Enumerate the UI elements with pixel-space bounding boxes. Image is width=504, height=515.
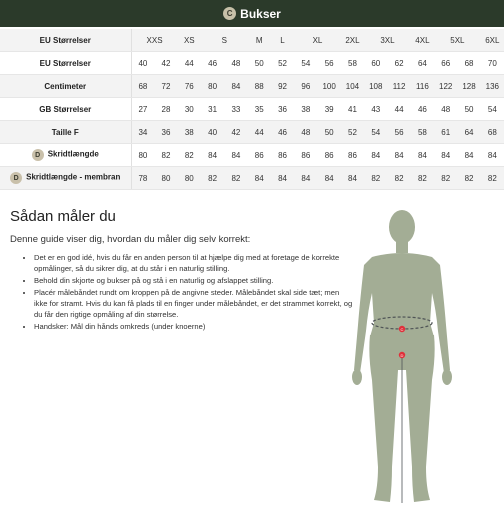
- size-value-cell: 84: [364, 144, 387, 167]
- size-value-cell: 84: [341, 167, 364, 190]
- guide-item: • Det er en god idé, hvis du får en anden person til at hjælpe dig med at foretage de korrekte opmålinger, så du sikrer dig, at du står i en naturlig stilling.: [34, 252, 354, 274]
- size-value-cell: 84: [201, 144, 224, 167]
- size-value-cell: 44: [387, 98, 410, 121]
- table-row: [0, 75, 504, 98]
- inseam-marker: D: [400, 353, 404, 358]
- size-value-cell: 80: [131, 144, 154, 167]
- size-table: [0, 29, 504, 190]
- size-label-cell: 2XL: [341, 29, 364, 52]
- size-label-cell: 4XL: [411, 29, 434, 52]
- row-label-text: Taille F: [51, 127, 79, 137]
- size-value-cell: 34: [131, 121, 154, 144]
- size-value-cell: 84: [248, 167, 271, 190]
- size-value-cell: 56: [387, 121, 410, 144]
- size-value-cell: 84: [294, 167, 317, 190]
- size-value-cell: 86: [248, 144, 271, 167]
- size-value-cell: 84: [387, 144, 410, 167]
- size-value-cell: 82: [481, 167, 504, 190]
- row-label-text: Centimeter: [44, 81, 87, 91]
- size-value-cell: 64: [411, 52, 434, 75]
- size-value-cell: 108: [364, 75, 387, 98]
- row-label: [0, 98, 131, 121]
- size-value-cell: 88: [248, 75, 271, 98]
- row-label-text: Skridtlængde: [47, 149, 99, 159]
- size-value-cell: 86: [318, 144, 341, 167]
- size-value-cell: 44: [178, 52, 201, 75]
- row-label-text: EU Størrelser: [39, 35, 91, 45]
- row-label-text: GB Størrelser: [39, 104, 92, 114]
- size-value-cell: 41: [341, 98, 364, 121]
- row-label: [0, 144, 131, 167]
- size-value-cell: 48: [434, 98, 457, 121]
- size-value-cell: 84: [411, 144, 434, 167]
- guide-intro: Denne guide viser dig, hvordan du måler dig selv korrekt:: [10, 234, 251, 245]
- size-value-cell: 86: [271, 144, 294, 167]
- table-row: [0, 52, 504, 75]
- table-row: [0, 167, 504, 190]
- size-value-cell: 82: [457, 167, 480, 190]
- size-value-cell: 64: [457, 121, 480, 144]
- size-value-cell: 82: [178, 144, 201, 167]
- size-value-cell: 82: [154, 144, 177, 167]
- size-value-cell: 35: [248, 98, 271, 121]
- size-value-cell: 50: [457, 98, 480, 121]
- row-label: [0, 121, 131, 144]
- size-value-cell: 30: [178, 98, 201, 121]
- row-label: [0, 52, 131, 75]
- size-value-cell: 80: [201, 75, 224, 98]
- size-value-cell: 54: [294, 52, 317, 75]
- size-value-cell: 128: [457, 75, 480, 98]
- measure-badge: D: [32, 149, 44, 161]
- size-value-cell: 84: [434, 144, 457, 167]
- size-value-cell: 48: [294, 121, 317, 144]
- size-value-cell: 136: [481, 75, 504, 98]
- size-value-cell: 84: [318, 167, 341, 190]
- size-value-cell: 36: [154, 121, 177, 144]
- size-value-cell: 36: [271, 98, 294, 121]
- size-value-cell: 31: [201, 98, 224, 121]
- size-value-cell: 54: [364, 121, 387, 144]
- size-value-cell: 82: [434, 167, 457, 190]
- size-value-cell: 33: [224, 98, 247, 121]
- size-value-cell: 72: [154, 75, 177, 98]
- size-value-cell: 84: [457, 144, 480, 167]
- header-row: [0, 29, 504, 52]
- size-value-cell: 100: [318, 75, 341, 98]
- size-label-cell: M: [248, 29, 271, 52]
- size-value-cell: 66: [434, 52, 457, 75]
- size-value-cell: 80: [178, 167, 201, 190]
- row-label-text: Skridtlængde - membran: [26, 172, 121, 182]
- size-value-cell: 84: [481, 144, 504, 167]
- size-value-cell: 122: [434, 75, 457, 98]
- size-value-cell: 96: [294, 75, 317, 98]
- size-value-cell: 42: [224, 121, 247, 144]
- size-value-cell: 60: [364, 52, 387, 75]
- size-value-cell: 48: [224, 52, 247, 75]
- size-label-cell: XXS: [131, 29, 178, 52]
- size-label-cell: 3XL: [364, 29, 411, 52]
- size-value-cell: 86: [341, 144, 364, 167]
- size-value-cell: 27: [131, 98, 154, 121]
- guide-heading: Sådan måler du: [10, 208, 116, 225]
- measure-badge-c: C: [223, 7, 236, 20]
- size-value-cell: 86: [294, 144, 317, 167]
- size-value-cell: 46: [271, 121, 294, 144]
- guide-item: • Placér målebåndet rundt om kroppen på de angivne steder. Målebåndet skal side tæt; men ikke for stramt. Hvis du kan få plads til en finger under målebåndet, er det strammet korrekt, og du får den rigtige opmåling af din størrelse.: [34, 287, 354, 320]
- size-value-cell: 68: [481, 121, 504, 144]
- size-value-cell: 104: [341, 75, 364, 98]
- row-label: [0, 75, 131, 98]
- size-value-cell: 44: [248, 121, 271, 144]
- size-value-cell: 82: [411, 167, 434, 190]
- size-value-cell: 50: [318, 121, 341, 144]
- size-value-cell: 82: [387, 167, 410, 190]
- size-value-cell: 61: [434, 121, 457, 144]
- size-label-cell: S: [201, 29, 248, 52]
- size-value-cell: 56: [318, 52, 341, 75]
- table-row: [0, 98, 504, 121]
- guide-list: [22, 252, 354, 333]
- size-value-cell: 43: [364, 98, 387, 121]
- guide-item: • Behold din skjorte og bukser på og stå i en naturlig og afslappet stilling.: [34, 275, 354, 286]
- table-row: [0, 121, 504, 144]
- size-value-cell: 112: [387, 75, 410, 98]
- size-value-cell: 62: [387, 52, 410, 75]
- body-silhouette-illustration: [340, 205, 470, 510]
- size-value-cell: 84: [224, 144, 247, 167]
- size-value-cell: 82: [201, 167, 224, 190]
- size-value-cell: 68: [457, 52, 480, 75]
- size-value-cell: 76: [178, 75, 201, 98]
- size-value-cell: 39: [318, 98, 341, 121]
- size-value-cell: 82: [364, 167, 387, 190]
- size-value-cell: 116: [411, 75, 434, 98]
- size-value-cell: 52: [341, 121, 364, 144]
- size-value-cell: 50: [248, 52, 271, 75]
- size-value-cell: 46: [411, 98, 434, 121]
- size-value-cell: 28: [154, 98, 177, 121]
- size-value-cell: 40: [201, 121, 224, 144]
- body-figure: [340, 205, 470, 510]
- size-label-cell: 5XL: [434, 29, 481, 52]
- size-value-cell: 40: [131, 52, 154, 75]
- row-label-text: EU Størrelser: [39, 58, 91, 68]
- size-value-cell: 68: [131, 75, 154, 98]
- size-value-cell: 42: [154, 52, 177, 75]
- size-label-cell: XS: [178, 29, 201, 52]
- row-label: [0, 167, 131, 190]
- table-row: [0, 144, 504, 167]
- size-value-cell: 46: [201, 52, 224, 75]
- size-value-cell: 58: [341, 52, 364, 75]
- row-label: [0, 29, 131, 52]
- size-value-cell: 38: [294, 98, 317, 121]
- page-title: Bukser: [240, 6, 281, 21]
- size-value-cell: 84: [271, 167, 294, 190]
- title-bar: [0, 0, 504, 27]
- size-value-cell: 92: [271, 75, 294, 98]
- size-value-cell: 84: [224, 75, 247, 98]
- size-value-cell: 58: [411, 121, 434, 144]
- waist-marker: C: [400, 327, 404, 332]
- size-value-cell: 52: [271, 52, 294, 75]
- measure-badge: D: [10, 172, 22, 184]
- guide-item: • Handsker: Mål din hånds omkreds (under knoerne): [34, 321, 354, 332]
- size-value-cell: 70: [481, 52, 504, 75]
- size-label-cell: XL: [294, 29, 341, 52]
- size-value-cell: 78: [131, 167, 154, 190]
- size-label-cell: 6XL: [481, 29, 504, 52]
- size-value-cell: 82: [224, 167, 247, 190]
- size-value-cell: 54: [481, 98, 504, 121]
- size-value-cell: 38: [178, 121, 201, 144]
- size-label-cell: L: [271, 29, 294, 52]
- size-value-cell: 80: [154, 167, 177, 190]
